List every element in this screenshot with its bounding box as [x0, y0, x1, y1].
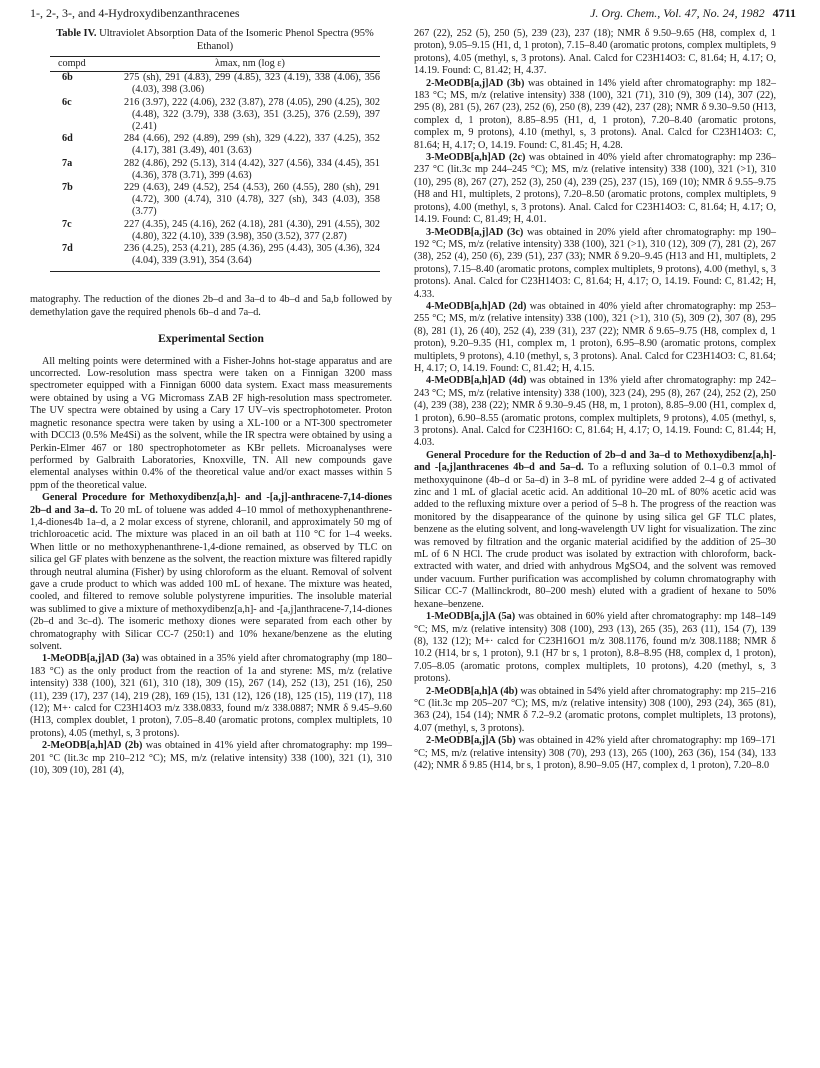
compound-paragraph-4b — [414, 686, 776, 736]
procedure-paragraph-2 — [414, 450, 776, 611]
table-label: Table IV. — [56, 28, 97, 39]
compound-body: was obtained in 13% yield after chromatography: mp 242–243 °C; MS, m/z (relative intensity) 338 (100), 323 (24), 295 (8), 267 (24), 252 (2), 250 (4), 239 (38), 238 (22); NMR δ 9.30–9.45 (H8, m, 1 proton), 8.85–9.00 (H1, complex d, 1 proton), 6.90–8.55 (aromatic protons, complex multiplets, 9 protons), 4.05 (methyl, s, 3 protons). Anal. Calcd for C23H16O: C, 81.64; H, 4.17; O, 14.19. Found: C, 81.44; H, 4.03. — [414, 375, 776, 449]
left-column — [30, 28, 392, 777]
compound-body: was obtained in 14% yield after chromatography: mp 182–183 °C; MS, m/z (relative intensity) 338 (100), 321 (71), 310 (9), 309 (14), 307 (22), 295 (8), 281 (5), 267 (23), 252 (6), 250 (8), 239 (42), 237 (28); NMR δ 9.30–9.50 (H13, complex d, 1 proton), 8.85–8.95 (H1, d, 1 proton), 7.20–8.40 (aromatic protons, complex m, 9 protons), 4.10 (methyl, s, 3 protons). Anal. Calcd for C23H14O3: C, 81.64; H, 4.17; O, 14.19. Found: C, 81.45; H, 4.28. — [414, 77, 777, 151]
compd-cell: 6c — [62, 96, 72, 108]
table-row — [50, 219, 380, 243]
compd-cell: 7a — [62, 157, 73, 169]
values-cell: 236 (4.25), 253 (4.21), 285 (4.36), 295 (4.43), 305 (4.36), 324 (4.04), 339 (3.91), 354 (3.64) — [120, 243, 380, 272]
values-cell: 229 (4.63), 249 (4.52), 254 (4.53), 260 (4.55), 280 (sh), 291 (4.72), 300 (4.74), 310 (4.78), 327 (sh), 343 (4.03), 358 (3.77) — [124, 182, 380, 218]
compound-paragraph-2b-cont: 267 (22), 252 (5), 250 (5), 239 (23), 237 (18); NMR δ 9.50–9.65 (H8, complex d, 1 proton), 9.05–9.15 (H1, d, 1 proton), 7.15–8.40 (aromatic protons, complex multiplets, 9 protons), 4.05 (methyl, s, 3 protons). Anal. Calcd for C23H14O3: C, 81.64; H, 4.17; O, 14.19. Found: C, 81.42; H, 4.37. — [414, 28, 776, 77]
compound-body: was obtained in 54% yield after chromatography: mp 215–216 °C (lit.3c mp 205–207 °C); MS, m/z (relative intensity) 308 (100), 293 (24), 365 (81), 363 (24), 154 (14); NMR δ 7.2–9.2 (aromatic protons, complet multiplets, 13 protons), 4.07 (methyl, s, 3 protons). — [414, 685, 776, 734]
compound-paragraph-4d — [414, 375, 776, 449]
compound-paragraph-5b — [414, 735, 776, 772]
compound-heading: 2-MeODB[a,h]A (4b) — [426, 685, 518, 697]
header-right — [590, 6, 796, 21]
compd-cell: 6b — [62, 72, 73, 84]
values-cell: 275 (sh), 291 (4.83), 299 (4.85), 323 (4.19), 338 (4.06), 356 (4.03), 398 (3.06) — [124, 72, 380, 96]
procedure-heading: General Procedure for the Reduction of 2b–d and 3a–d to Methoxydibenz[a,h]- and -[a,j]anthracenes 4b–d and 5a–d. — [414, 449, 776, 474]
table-row — [50, 182, 380, 219]
compound-paragraph-2b — [30, 740, 392, 777]
running-header — [30, 6, 796, 24]
compound-heading: 2-MeODB[a,h]AD (2b) — [42, 740, 143, 752]
two-column-body — [30, 28, 796, 777]
compound-body: was obtained in 41% yield after chromatography: mp 199–201 °C (lit.3c mp 210–212 °C); MS, m/z (relative intensity) 338 (100), 321 (1), 310 (10), 309 (10), 281 (4), — [30, 740, 392, 777]
compound-body: was obtained in 40% yield after chromatography: mp 253–255 °C; MS, m/z (relative intensity) 338 (100), 321 (>1), 310 (5), 309 (2), 307 (8), 295 (8), 281 (1), 26 (40), 252 (4), 239 (31), 237 (22); NMR δ 9.65–9.75 (H8, complex d, 1 proton), 9.20–9.35 (H1, complex m, 1 proton), 6.95–8.90 (aromatic protons, complex multiplets, 9 protons), 4.10 (methyl, s, 3 protons). Anal. Calcd for C23H14O3: C, 81.64; H, 4.17; O, 14.19. Found: C, 81.42; H, 4.15. — [414, 300, 776, 374]
values-cell: 282 (4.86), 292 (5.13), 314 (4.42), 327 (4.56), 334 (4.45), 351 (4.36), 378 (3.71), 399 (4.63) — [124, 157, 380, 181]
compound-paragraph-5a — [414, 611, 776, 685]
page-number: 4711 — [772, 6, 796, 20]
right-column — [414, 28, 776, 777]
compound-heading: 1-MeODB[a,j]AD (3a) — [42, 653, 140, 665]
intro-paragraph: matography. The reduction of the diones 2b–d and 3a–d to 4b–d and 5a,b followed by demethylation gave the required phenols 6b–d and 7a–d. — [30, 294, 392, 318]
header-left: 1-, 2-, 3-, and 4-Hydroxydibenzanthracenes — [30, 6, 240, 20]
table-row — [50, 133, 380, 157]
compound-heading: 3-MeODB[a,j]AD (3c) — [426, 226, 524, 238]
procedure-body: To a refluxing solution of 0.1–0.3 mmol of methoxyquinone (4b–d or 5a–d) in 3–8 mL of pyridine were added 2–4 g of activated zinc and 1 mL of glacial acetic acid. An additional 10–20 mL of 80% acetic acid was added to the refluxing mixture over a period of 5–8 h. The progress of the reaction was monitored by the disappearance of the quinone by using silica gel GF TLC plates, benzene as the eluting solvent, and long-wavelength UV light for visualization. The zinc was removed by filtration and the organic material acidified by the addition of 25–30 mL of 6 N HCl. The crude product was isolated by extraction with chloroform, back-extracted with water, and dried with anhydrous MgSO4, and the solvent was removed under vacuum. Further purification was accomplished by column chromatography with Silicar CC-7 (Mallinckrodt, 80–200 mesh) eluted with a gradient of hexane to 50% hexane–benzene. — [414, 462, 776, 610]
compound-body: was obtained in a 35% yield after chromatography (mp 180–183 °C) as the only product from the reaction of 1a and styrene: MS, m/z (relative intensity) 338 (100), 321 (61), 310 (18), 309 (15), 267 (14), 252 (13), 251 (16), 250 (11), 239 (17), 237 (14), 219 (28), 169 (15), 131 (12), 126 (18), 125 (15), 119 (17), 118 (12); M+· calcd for C23H14O3 m/z 338.0833, found m/z 338.0887; NMR δ 9.45–9.60 (H13, complex doublet, 1 proton), 7.05–8.40 (aromatic protons, complex multiplets, 10 protons), 4.05 (methyl, s, 3 protons). — [30, 653, 392, 739]
compound-heading: 2-MeODB[a,j]A (5b) — [426, 735, 516, 747]
compound-heading: 1-MeODB[a,j]A (5a) — [426, 611, 516, 623]
compd-cell: 7c — [62, 218, 72, 230]
compound-heading: 4-MeODB[a,h]AD (4d) — [426, 375, 527, 387]
uv-data-table — [50, 56, 380, 272]
journal-citation: J. Org. Chem., Vol. 47, No. 24, 1982 — [590, 6, 765, 20]
compound-body: was obtained in 20% yield after chromatography: mp 190–192 °C; MS, m/z (relative intensity) 338 (100), 321 (>1), 310 (12), 309 (7), 281 (2), 267 (38), 252 (4), 250 (6), 239 (51), 237 (33); NMR δ 9.20–9.45 (H13 and H1, multiplets, 2 protons), 7.15–8.40 (aromatic protons, complex multiplets, 9 protons), 4.00 (methyl, s, 3 protons). Anal. Calcd for C23H14O3: C, 81.64; H, 4.17; O, 14.19. Found: C, 81.42; H, 4.33. — [414, 226, 776, 300]
compound-heading: 4-MeODB[a,h]AD (2d) — [426, 300, 527, 312]
procedure-paragraph-1 — [30, 492, 392, 653]
compound-paragraph-2d — [414, 301, 776, 375]
table-row — [50, 72, 380, 97]
procedure-heading: General Procedure for Methoxydibenz[a,h]- and -[a,j]-anthracene-7,14-diones 2b–d and 3a–d. — [30, 492, 392, 516]
procedure-body: To 20 mL of toluene was added 4–10 mmol of methoxyphenanthrene-1,4-diones4b 1a–d, a 2 molar excess of styrene, chloranil, and approximately 50 mg of trichloroacetic acid. The mixture was placed in an oil bath at 110 °C for 1–4 weeks. When little or no methoxyphenanthrene-1,4-dione remained, as observed by TLC on silica gel GF plates with benzene as the solvent, the reaction mixture was filtered rapidly through neutral alumina (Fisher) by using chloroform as the eluant. Removal of solvent gave a crude product to which was added 100 mL of hexane. The mixture was heated, cooled, and filtered to remove soluble polystyrene impurities. The insoluble material was sublimed to give a mixture of methoxydibenz[a,h]- and -[a,j]anthracene-7,14-diones (2b–d and 3c–d). The isomeric methoxy diones were separated from each other by chromatography with Silicar CC-7 (250:1) and 10% hexane/benzene as the eluting solvent. — [30, 504, 392, 653]
compd-cell: 7d — [50, 243, 120, 272]
table-row — [50, 243, 380, 272]
table-title: Ultraviolet Absorption Data of the Isomeric Phenol Spectra (95% Ethanol) — [99, 28, 374, 52]
compd-cell: 7b — [62, 182, 73, 194]
col-header-lambda: λmax, nm (log ε) — [120, 57, 380, 72]
values-cell: 284 (4.66), 292 (4.89), 299 (sh), 329 (4.22), 337 (4.25), 352 (4.17), 381 (3.49), 401 (3.63) — [124, 133, 380, 157]
compound-body: was obtained in 60% yield after chromatography: mp 148–149 °C; MS, m/z (relative intensity) 308 (100), 293 (13), 265 (35), 263 (11), 154 (7), 139 (8), 132 (12); M+· calcd for C23H16O1 m/z 308.1176, found m/z 308.1188; NMR δ 10.2 (H14, br s, 1 proton), 9.1 (H7 br s, 1 proton), 8.8–8.95 (H8, complex d, 1 proton), 7.05–8.05 (aromatic protons, complex multiplets, 10 protons), 4.20 (methyl, s, 3 protons). — [414, 611, 776, 685]
compound-paragraph-2c — [414, 152, 776, 226]
table-iv — [50, 28, 380, 272]
section-title: Experimental Section — [158, 333, 264, 346]
compound-body: was obtained in 42% yield after chromatography: mp 169–171 °C; MS, m/z (relative intensity) 308 (70), 293 (13), 265 (100), 263 (36), 154 (34), 133 (42); NMR δ 9.85 (H14, br s, 1 proton), 8.90–9.05 (H7, complex d, 1 proton), 7.20–8.0 — [414, 735, 777, 771]
values-cell: 216 (3.97), 222 (4.06), 232 (3.87), 278 (4.05), 290 (4.25), 302 (4.48), 322 (3.79), 338 (3.63), 351 (3.25), 376 (2.59), 397 (2.41) — [124, 96, 380, 133]
methods-paragraph: All melting points were determined with a Fisher-Johns hot-stage apparatus and are uncorrected. Low-resolution mass spectra were taken on a Finnigan 3200 mass spectrometer equipped with a Finnigan 6000 data system. Exact mass measurements were obtained by using a VG Micromass ZAB 2F high-resolution mass spectrometer. The UV spectra were obtained by using a Cary 17 UV–vis spectrophotometer. Proton magnetic resonance spectra were taken by using a XL-100 or a NT-300 spectrometer with DCCl3 (0.5% Me4Si) as the solvent, while the IR spectra were obtained by using a Perkin-Elmer 467 or 180 spectrophotometer as KBr pellets. Microanalyses were performed by Galbraith Laboratories, Knoxville, TN. All new compounds gave elemental analyses within 0.4% of the theoretical value and/or exact masses within 5 ppm of the theoretical value. — [30, 355, 392, 491]
col-header-compd: compd — [50, 57, 120, 72]
table-row — [50, 158, 380, 182]
compd-cell: 6d — [62, 133, 73, 145]
compound-heading: 3-MeODB[a,h]AD (2c) — [426, 152, 526, 164]
compound-body: was obtained in 40% yield after chromatography: mp 236–237 °C (lit.3c mp 244–245 °C); MS, m/z (relative intensity) 338 (100), 321 (>1), 310 (10), 295 (8), 267 (27), 252 (3), 250 (4), 239 (25), 237 (15), 169 (10); NMR δ 9.55–9.75 (H8 and H1, multiplets, 2 protons), 7.20–8.50 (aromatic protons, complex multiplets, 9 protons), 4.00 (methyl, s, 3 protons). Anal. Calcd for C23H14O3: C, 81.64; H, 4.17; O, 14.19. Found: C, 81.49; H, 4.01. — [414, 152, 777, 226]
table-header-row — [50, 57, 380, 72]
compound-paragraph-3c — [414, 227, 776, 301]
table-row — [50, 97, 380, 134]
table-caption — [50, 28, 380, 53]
compound-heading: 2-MeODB[a,j]AD (3b) — [426, 77, 525, 89]
compound-paragraph-3a — [30, 653, 392, 740]
compound-paragraph-3b — [414, 78, 776, 152]
values-cell: 227 (4.35), 245 (4.16), 262 (4.18), 281 (4.30), 291 (4.55), 302 (4.80), 322 (4.10), 339 (3.98), 350 (3.52), 377 (2.87) — [124, 218, 380, 242]
